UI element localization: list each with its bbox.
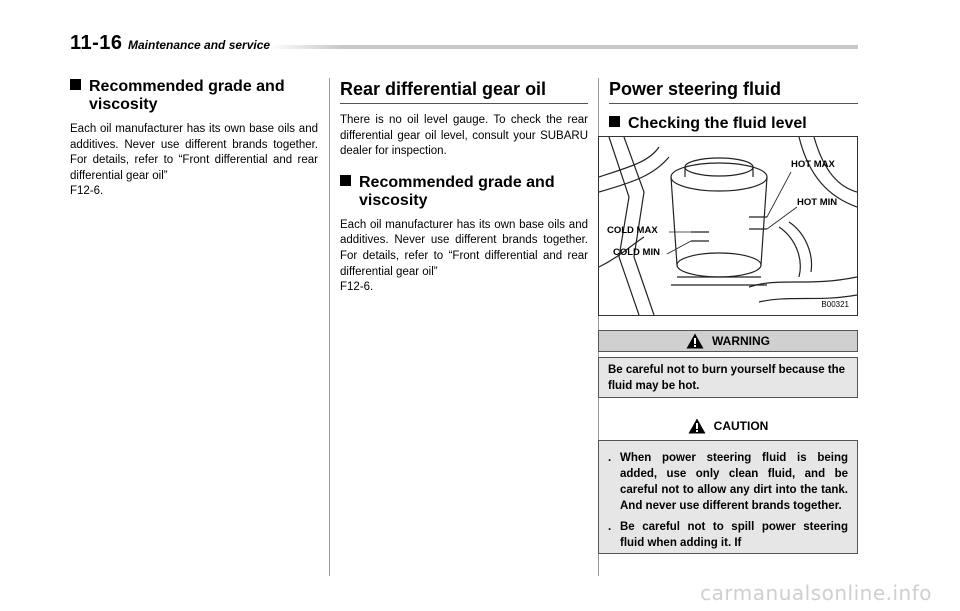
caution-item: . Be careful not to spill power steering fluid when adding it. If xyxy=(608,521,848,549)
watermark: carmanualsonline.info xyxy=(700,581,932,605)
warning-header: WARNING xyxy=(598,330,858,352)
caution-header: CAUTION xyxy=(598,415,858,437)
square-bullet-icon xyxy=(609,116,620,127)
page-number: 11-16 xyxy=(70,32,123,54)
rear-differential-text: There is no oil level gauge. To check the rear differential gear oil level, consult your SUBARU dealer for inspection. xyxy=(340,114,588,158)
caution-item: . When power steering fluid is being added, use only clean fluid, and be careful not to allow any dirt into the tank. And never use different brands together. xyxy=(608,452,848,512)
hot-min-label: HOT MIN xyxy=(797,197,838,208)
warning-text: Be careful not to burn yourself because the fluid may be hot. xyxy=(598,357,858,398)
caution-text xyxy=(598,440,858,554)
section-title: Maintenance and service xyxy=(128,38,271,52)
checking-level-heading: Checking the fluid level xyxy=(609,115,858,133)
square-bullet-icon xyxy=(340,175,351,186)
hot-max-label: HOT MAX xyxy=(791,159,835,170)
cold-min-label: COLD MIN xyxy=(613,247,660,258)
middle-column xyxy=(340,78,588,296)
right-column-header xyxy=(609,78,858,133)
rear-differential-title: Rear differential gear oil xyxy=(340,78,588,104)
power-steering-title: Power steering fluid xyxy=(609,78,858,104)
square-bullet-icon xyxy=(70,79,81,90)
grade-viscosity-text: Each oil manufacturer has its own base oils and additives. Never use different brands together. For details, refer to “Front differential and rear differential gear oil” F12-6. xyxy=(70,122,318,200)
grade-viscosity-text-2: Each oil manufacturer has its own base oils and additives. Never use different brands together. For details, refer to “Front differential and rear differential gear oil” F12-6. xyxy=(340,218,588,296)
page-reference: F12-6. xyxy=(340,281,374,294)
figure-code: B00321 xyxy=(821,300,849,309)
left-column xyxy=(70,78,318,200)
cold-max-label: COLD MAX xyxy=(607,225,658,236)
page-reference: F12-6. xyxy=(70,185,104,198)
reservoir-figure xyxy=(598,136,858,316)
column-divider-1 xyxy=(329,78,330,576)
grade-viscosity-heading: Recommended grade and viscosity xyxy=(70,78,318,114)
warning-triangle-icon xyxy=(688,418,706,434)
grade-viscosity-heading-2: Recommended grade and viscosity xyxy=(340,174,588,210)
warning-triangle-icon xyxy=(686,333,704,349)
header-rule xyxy=(270,45,858,49)
